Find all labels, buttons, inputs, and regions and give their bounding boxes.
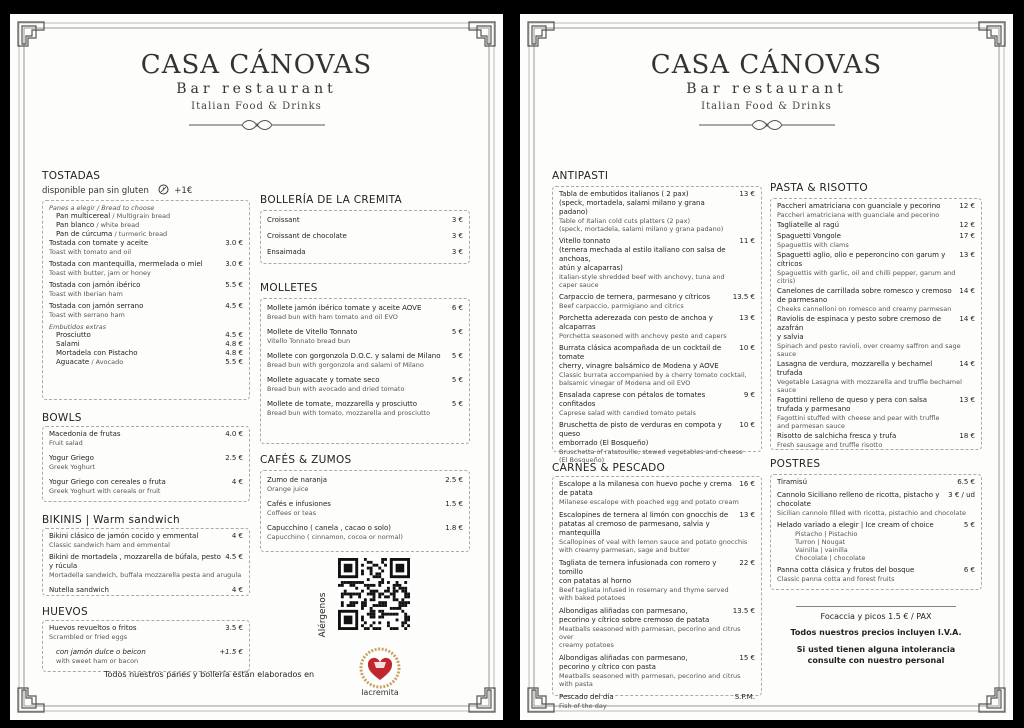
item-price: 10 €	[739, 421, 755, 429]
item-name: Lasagna de verdura, mozzarella y bechamel trufada	[777, 360, 933, 377]
bread-name: Pan blanco	[56, 221, 95, 229]
section-title-antipasti: ANTIPASTI	[552, 170, 609, 182]
item-price: 4.5 €	[225, 331, 243, 339]
item-price: 1.5 €	[445, 500, 463, 508]
item-name: Pescado del día	[559, 693, 614, 701]
item-description: Beef tagliata infused in rosemary and thyme served with baked potatoes	[559, 586, 729, 602]
item-price: 2.5 €	[445, 476, 463, 484]
panes-heading	[49, 204, 243, 212]
item-price: 4.8 €	[225, 340, 243, 348]
item-price: 4 €	[231, 532, 243, 540]
list-item	[49, 230, 243, 239]
huevos-box	[42, 620, 250, 672]
item-name: Ensaimada	[267, 248, 306, 256]
item-description: Scrambled or fried eggs	[49, 633, 128, 641]
item-description: Porchetta seasoned with anchovy pesto and capers	[559, 332, 727, 340]
menu-item	[777, 287, 975, 305]
menu-item	[49, 281, 243, 290]
item-description: Beef carpaccio, parmigiano and citrics	[559, 302, 684, 310]
menu-item	[777, 360, 975, 378]
item-description: Paccheri amatriciana with guanciale and pecorino	[777, 211, 940, 219]
extra-item	[49, 648, 243, 657]
item-name: Helado variado a elegir | Ice cream of choice	[777, 521, 934, 529]
item-description: Caprese salad with candied tomato petals	[559, 409, 696, 417]
item-price: 3.0 €	[225, 260, 243, 268]
intolerance-note-2: consulte con nuestro personal	[807, 656, 945, 665]
item-description: Classic burrata accompanied by a cherry tomato cocktail, balsamic vinegar of Modena and oil EVO	[559, 371, 747, 387]
section-title-molletes: MOLLETES	[260, 282, 318, 294]
iva-note: Todos nuestros precios incluyen I.V.A.	[790, 628, 962, 637]
menu-item	[559, 344, 755, 371]
menu-item	[777, 432, 975, 441]
menu-item	[559, 391, 755, 409]
item-description: Toast with butter, jam or honey	[49, 269, 151, 277]
bolleria-box	[260, 210, 470, 264]
item-description: Fagottini stuffed with cheese and pear with truffle and parmesan sauce	[777, 414, 940, 430]
item-price: 22 €	[739, 559, 755, 567]
lacremita-logo-text: lacremita	[361, 688, 399, 697]
menu-item	[49, 302, 243, 311]
bikinis-box	[42, 528, 250, 596]
item-description: Bread bun with tomato, mozzarella and prosciutto	[267, 409, 431, 417]
menu-item	[267, 216, 463, 225]
item-name: Paccheri amatriciana con guanciale y pecorino	[777, 202, 941, 210]
pasta-box	[770, 198, 982, 450]
item-name: Mollete jamón ibérico tomate y aceite AOVE	[267, 304, 422, 312]
item-description: Spaguettis with clams	[777, 241, 849, 249]
item-description: Spaguettis with garlic, oil and chilli pepper, garum and citris)	[777, 269, 956, 285]
menu-item	[559, 314, 755, 332]
item-description: Table of Italian cold cuts platters (2 pax) (speck, mortadela, salami milano y grana padano)	[559, 217, 724, 233]
menu-item	[267, 500, 463, 509]
item-price: +1.5 €	[219, 648, 243, 656]
intolerance-note-1: Si usted tienen alguna intolerancia	[796, 645, 956, 654]
item-price: 5.5 €	[225, 358, 243, 366]
item-name: Vitello tonnato (ternera mechada al estilo italiano con salsa de anchoas, atún y alcaparras)	[559, 237, 726, 272]
item-description: Scallopines of veal with lemon sauce and potato gnocchis with creamy parmesan, sage and butter	[559, 538, 748, 554]
item-description: Toast with tomato and oil	[49, 248, 131, 256]
menu-item	[49, 624, 243, 633]
menu-item	[777, 221, 975, 230]
item-price: 9 €	[743, 391, 755, 399]
menu-item	[777, 478, 975, 487]
item-description: Greek Yoghurt with cereals or fruit	[49, 487, 161, 495]
item-name: Macedonia de frutas	[49, 430, 121, 438]
item-name: Nutella sandwich	[49, 586, 109, 594]
item-name: Tagliatelle al ragú	[777, 221, 840, 229]
section-title-tostadas: TOSTADAS	[42, 170, 101, 182]
item-name: Salami	[56, 340, 80, 348]
item-price: 3 €	[451, 232, 463, 240]
item-name: Croissant	[267, 216, 300, 224]
item-price: 4.0 €	[225, 430, 243, 438]
list-item	[49, 221, 243, 230]
menu-item	[777, 521, 975, 530]
item-name: Escalopines de ternera al limón con gnocchis de patatas al cremoso de parmesano, salvia y mantequilla	[559, 511, 729, 537]
menu-item	[49, 239, 243, 248]
focaccia-note: Focaccia y picos 1.5 € / PAX	[820, 612, 932, 621]
item-description: Vegetable Lasagna with mozzarella and truffle bechamel sauce	[777, 378, 962, 394]
item-price: 13.5 €	[732, 607, 755, 615]
item-price: 13 €	[959, 251, 975, 259]
item-price: 4 €	[231, 586, 243, 594]
item-name: Tostada con tomate y aceite	[49, 239, 149, 247]
section-title-bowls: BOWLS	[42, 412, 82, 424]
brand-name: CASA CÁNOVAS	[650, 50, 883, 80]
item-name: Mollete aguacate y tomate seco	[267, 376, 380, 384]
section-title-cafes: CAFÉS & ZUMOS	[260, 454, 352, 466]
extras-label: Embutidos extras	[49, 323, 107, 331]
item-price: 18 €	[959, 432, 975, 440]
item-price: S.P.M.	[734, 693, 755, 701]
brand-tagline: Italian Food & Drinks	[701, 101, 832, 112]
menu-item	[777, 491, 975, 509]
item-price: 3.0 €	[225, 239, 243, 247]
flavor-item: Pistacho | Pistachio	[795, 530, 858, 538]
section-title-pasta: PASTA & RISOTTO	[770, 182, 868, 194]
menu-item	[559, 480, 755, 498]
item-price: 1.8 €	[445, 524, 463, 532]
menu-item	[777, 396, 975, 414]
item-name: Albondigas aliñadas con parmesano, pecorino y cítrico con pasta	[559, 654, 688, 671]
item-price: 13.5 €	[732, 293, 755, 301]
item-description: Bread bun with gorgonzola and salami of Milano	[267, 361, 424, 369]
item-name: Risotto de salchicha fresca y trufa	[777, 432, 897, 440]
gluten-note-text: disponible pan sin gluten	[42, 186, 149, 196]
menu-item	[777, 232, 975, 241]
item-price: 13 €	[739, 314, 755, 322]
item-name: Tostada con jamón ibérico	[49, 281, 141, 289]
item-price: 6.5 €	[957, 478, 975, 486]
menu-item	[267, 476, 463, 485]
brand-name: CASA CÁNOVAS	[140, 50, 373, 80]
item-description: Orange juice	[267, 485, 309, 493]
qr-code-icon[interactable]	[338, 558, 410, 630]
menu-item	[49, 454, 243, 463]
item-description: Fresh sausage and truffle risotto	[777, 441, 883, 449]
item-description: Bruschetta of ratatouille, stewed vegetables and cheese (El Bosqueño)	[559, 448, 743, 464]
carnes-box	[552, 476, 762, 710]
item-price: 12 €	[959, 221, 975, 229]
gluten-price: +1€	[174, 186, 193, 196]
tostadas-box	[42, 200, 250, 400]
brand-header	[520, 50, 1013, 132]
menu-item	[49, 532, 243, 541]
menu-item	[559, 693, 755, 702]
item-price: 3 € / ud	[948, 491, 975, 499]
menu-item	[267, 232, 463, 241]
item-description: Fish of the day	[559, 702, 607, 710]
menu-item	[267, 524, 463, 533]
bread-name-en: / Multigrain bread	[112, 212, 171, 220]
section-title-bikinis: BIKINIS | Warm sandwich	[42, 514, 181, 526]
extra-item	[49, 358, 243, 367]
item-price: 3 €	[451, 216, 463, 224]
item-price: 3.5 €	[225, 624, 243, 632]
item-name: Mollete de tomate, mozzarella y prosciutto	[267, 400, 418, 408]
lacremita-logo	[354, 646, 406, 698]
cafes-box	[260, 470, 470, 552]
list-item	[49, 212, 243, 221]
item-name: Capucchino ( canela , cacao o solo)	[267, 524, 392, 532]
item-price: 13 €	[739, 511, 755, 519]
item-name-en: / Avocado	[91, 358, 124, 366]
bread-name: Pan de cúrcuma	[56, 230, 113, 238]
item-name: Tabla de embutidos italianos ( 2 pax) (speck, mortadela, salami milano y grana padano)	[559, 190, 705, 216]
item-name: Tiramisú	[777, 478, 808, 486]
item-description: Mortadella sandwich, buffala mozzarella pesta and arugula	[49, 571, 242, 579]
menu-item	[559, 293, 755, 302]
menu-page-right	[520, 14, 1013, 720]
item-description: with sweet ham or bacon	[56, 657, 139, 665]
item-price: 10 €	[739, 344, 755, 352]
panes-label-en: / Bread to choose	[97, 204, 155, 212]
item-price: 6 €	[451, 304, 463, 312]
ornament-icon	[187, 118, 327, 132]
item-name: Porchetta aderezada con pesto de anchoa y alcaparras	[559, 314, 713, 331]
item-description: Toast with serrano ham	[49, 311, 125, 319]
item-name: Ensalada caprese con pétalos de tomates confitados	[559, 391, 706, 408]
molletes-box	[260, 298, 470, 444]
extra-item	[49, 349, 243, 358]
gluten-free-icon	[158, 184, 169, 195]
flavor-item: Vainilla | vainilla	[795, 546, 848, 554]
item-name: Tagliata de ternera infusionada con romero y tomillo con patatas al horno	[559, 559, 717, 585]
item-name: Cafés e infusiones	[267, 500, 331, 508]
section-title-huevos: HUEVOS	[42, 606, 88, 618]
item-price: 5 €	[451, 352, 463, 360]
menu-page-left	[10, 14, 503, 720]
item-description: Spinach and pesto ravioli, over creamy saffron and sage sauce	[777, 342, 961, 358]
antipasti-box	[552, 186, 762, 464]
item-name: Burrata clásica acompañada de un cocktail de tomate cherry, vinagre balsámico de Modena y AOVE	[559, 344, 722, 370]
item-name: Spaguetti Vongole	[777, 232, 841, 240]
item-price: 4.5 €	[225, 553, 243, 561]
item-name: Bikini de mortadela , mozzarella de búfala, pesto y rúcula	[49, 553, 221, 570]
item-price: 4.5 €	[225, 302, 243, 310]
item-price: 15 €	[739, 654, 755, 662]
item-name: Tostada con jamón serrano	[49, 302, 144, 310]
item-name: Panna cotta clásica y frutos del bosque	[777, 566, 915, 574]
menu-item	[267, 376, 463, 385]
item-price: 11 €	[739, 237, 755, 245]
brand-subtitle: Bar restaurant	[686, 81, 847, 97]
item-description: Toast with Iberian ham	[49, 290, 123, 298]
menu-item	[559, 559, 755, 586]
item-name: Fagottini relleno de queso y pera con salsa trufada y parmesano	[777, 396, 928, 413]
item-name: Cannolo Siciliano relleno de ricotta, pistacho y chocolate	[777, 491, 940, 508]
item-name: Mollete de Vitello Tonnato	[267, 328, 358, 336]
menu-item	[49, 478, 243, 487]
alergenos-label-wrap	[316, 580, 330, 654]
item-name: Bikini clásico de jamón cocido y emmental	[49, 532, 199, 540]
item-name: Huevos revueltos o fritos	[49, 624, 137, 632]
section-title-postres: POSTRES	[770, 458, 821, 470]
postres-box	[770, 474, 982, 590]
item-description: Classic sandwich ham and emmental	[49, 541, 170, 549]
menu-item	[777, 202, 975, 211]
item-description: Bread bun with avocado and dried tomato	[267, 385, 405, 393]
item-description: Sicilian cannolo filled with ricotta, pistachio and chocolate	[777, 509, 966, 517]
extra-item	[49, 340, 243, 349]
menu-item	[267, 400, 463, 409]
item-price: 14 €	[959, 315, 975, 323]
item-name: Escalope a la milanesa con huevo poche y crema de patata	[559, 480, 732, 497]
item-description: Fruit salad	[49, 439, 83, 447]
item-description: Vitello Tonnato bread bun	[267, 337, 351, 345]
item-name: Spaguetti aglio, olio e peperoncino con garum y cítricos	[777, 251, 946, 268]
panes-label: Panes a elegir	[49, 204, 95, 212]
item-price: 5 €	[451, 376, 463, 384]
item-description: Italian-style shredded beef with anchovy, tuna and caper sauce	[559, 273, 725, 289]
menu-item	[777, 251, 975, 269]
item-price: 14 €	[959, 360, 975, 368]
item-name: Carpaccio de ternera, parmesano y cítricos	[559, 293, 711, 301]
menu-item	[559, 190, 755, 217]
menu-item	[777, 315, 975, 342]
brand-tagline: Italian Food & Drinks	[191, 101, 322, 112]
alergenos-label: Alérgenos	[318, 592, 328, 638]
extra-item	[49, 331, 243, 340]
item-description: Meatballs seasoned with parmesan, pecorino and citrus over creamy potatoes	[559, 625, 741, 649]
item-price: 17 €	[959, 232, 975, 240]
item-price: 3 €	[451, 248, 463, 256]
divider	[796, 606, 956, 607]
footer-bakery-note: Todos nuestros panes y bollería están elaborados en	[104, 670, 315, 679]
item-description: Cheeks cannelloni on romesco and creamy parmesan	[777, 305, 952, 313]
menu-item	[559, 237, 755, 273]
menu-item	[267, 352, 463, 361]
menu-item	[267, 328, 463, 337]
menu-item	[559, 421, 755, 448]
bread-name: Pan multicereal	[56, 212, 111, 220]
item-name: Raviolis de espinaca y pesto sobre cremoso de azafrán y salvia	[777, 315, 942, 341]
brand-subtitle: Bar restaurant	[176, 81, 337, 97]
lacremita-logo-icon	[354, 646, 406, 690]
flavor-item: Turron | Nougat	[795, 538, 846, 546]
menu-item	[267, 248, 463, 257]
item-description: Classic panna cotta and forest fruits	[777, 575, 895, 583]
item-name: Bruschetta de pisto de verduras en compota y queso emborrado (El Bosqueño)	[559, 421, 722, 447]
bread-name-en: / turmeric bread	[114, 230, 168, 238]
menu-item	[559, 607, 755, 625]
item-price: 5 €	[451, 328, 463, 336]
item-name: Tostada con mantequilla, mermelada o miel	[49, 260, 203, 268]
menu-item	[559, 654, 755, 672]
menu-item	[49, 553, 243, 571]
item-name: Mortadela con Pistacho	[56, 349, 138, 357]
item-price: 13 €	[959, 396, 975, 404]
item-description: Capucchino ( cinnamon, cocoa or normal)	[267, 533, 403, 541]
flavor-item: Chocolate | chocolate	[795, 554, 866, 562]
extras-heading	[49, 323, 243, 331]
item-name: Canelones de carrillada sobre romesco y cremoso de parmesano	[777, 287, 952, 304]
menu-item	[49, 260, 243, 269]
item-price: 4 €	[231, 478, 243, 486]
item-description: Coffees or teas	[267, 509, 317, 517]
item-name: Yogur Griego	[49, 454, 94, 462]
notes-block	[770, 606, 982, 666]
item-name: Croissant de chocolate	[267, 232, 347, 240]
item-description: Greek Yoghurt	[49, 463, 96, 471]
item-name: Aguacate	[56, 358, 90, 366]
item-name: con jamón dulce o beicon	[56, 648, 146, 656]
item-price: 13 €	[739, 190, 755, 198]
menu-item	[267, 304, 463, 313]
bowls-box	[42, 426, 250, 502]
item-price: 14 €	[959, 287, 975, 295]
menu-item	[559, 511, 755, 538]
item-name: Mollete con gorgonzola D.O.C. y salami de Milano	[267, 352, 441, 360]
ornament-icon	[697, 118, 837, 132]
item-price: 5 €	[451, 400, 463, 408]
item-name: Albondigas aliñadas con parmesano, pecorino y cítrico sobre cremoso de patata	[559, 607, 710, 624]
menu-item	[49, 430, 243, 439]
item-name: Prosciutto	[56, 331, 91, 339]
item-price: 4.8 €	[225, 349, 243, 357]
item-price: 5.5 €	[225, 281, 243, 289]
item-name: Zumo de naranja	[267, 476, 328, 484]
brand-header	[10, 50, 503, 132]
section-title-bolleria: BOLLERÍA DE LA CREMITA	[260, 194, 402, 206]
item-description: Milanese escalope with poached egg and potato cream	[559, 498, 739, 506]
item-name: Yogur Griego con cereales o fruta	[49, 478, 166, 486]
item-price: 16 €	[739, 480, 755, 488]
item-price: 12 €	[959, 202, 975, 210]
item-price: 6 €	[963, 566, 975, 574]
item-description: Bread bun with ham tomato and oil EVO	[267, 313, 398, 321]
menu-item	[49, 586, 243, 595]
section-title-carnes: CARNES & PESCADO	[552, 462, 666, 474]
menu-item	[777, 566, 975, 575]
item-description: Meatballs seasoned with parmesan, pecorino and citrus with pasta	[559, 672, 741, 688]
gluten-note	[42, 184, 192, 196]
bread-name-en: / white bread	[96, 221, 140, 229]
item-price: 5 €	[963, 521, 975, 529]
item-price: 2.5 €	[225, 454, 243, 462]
